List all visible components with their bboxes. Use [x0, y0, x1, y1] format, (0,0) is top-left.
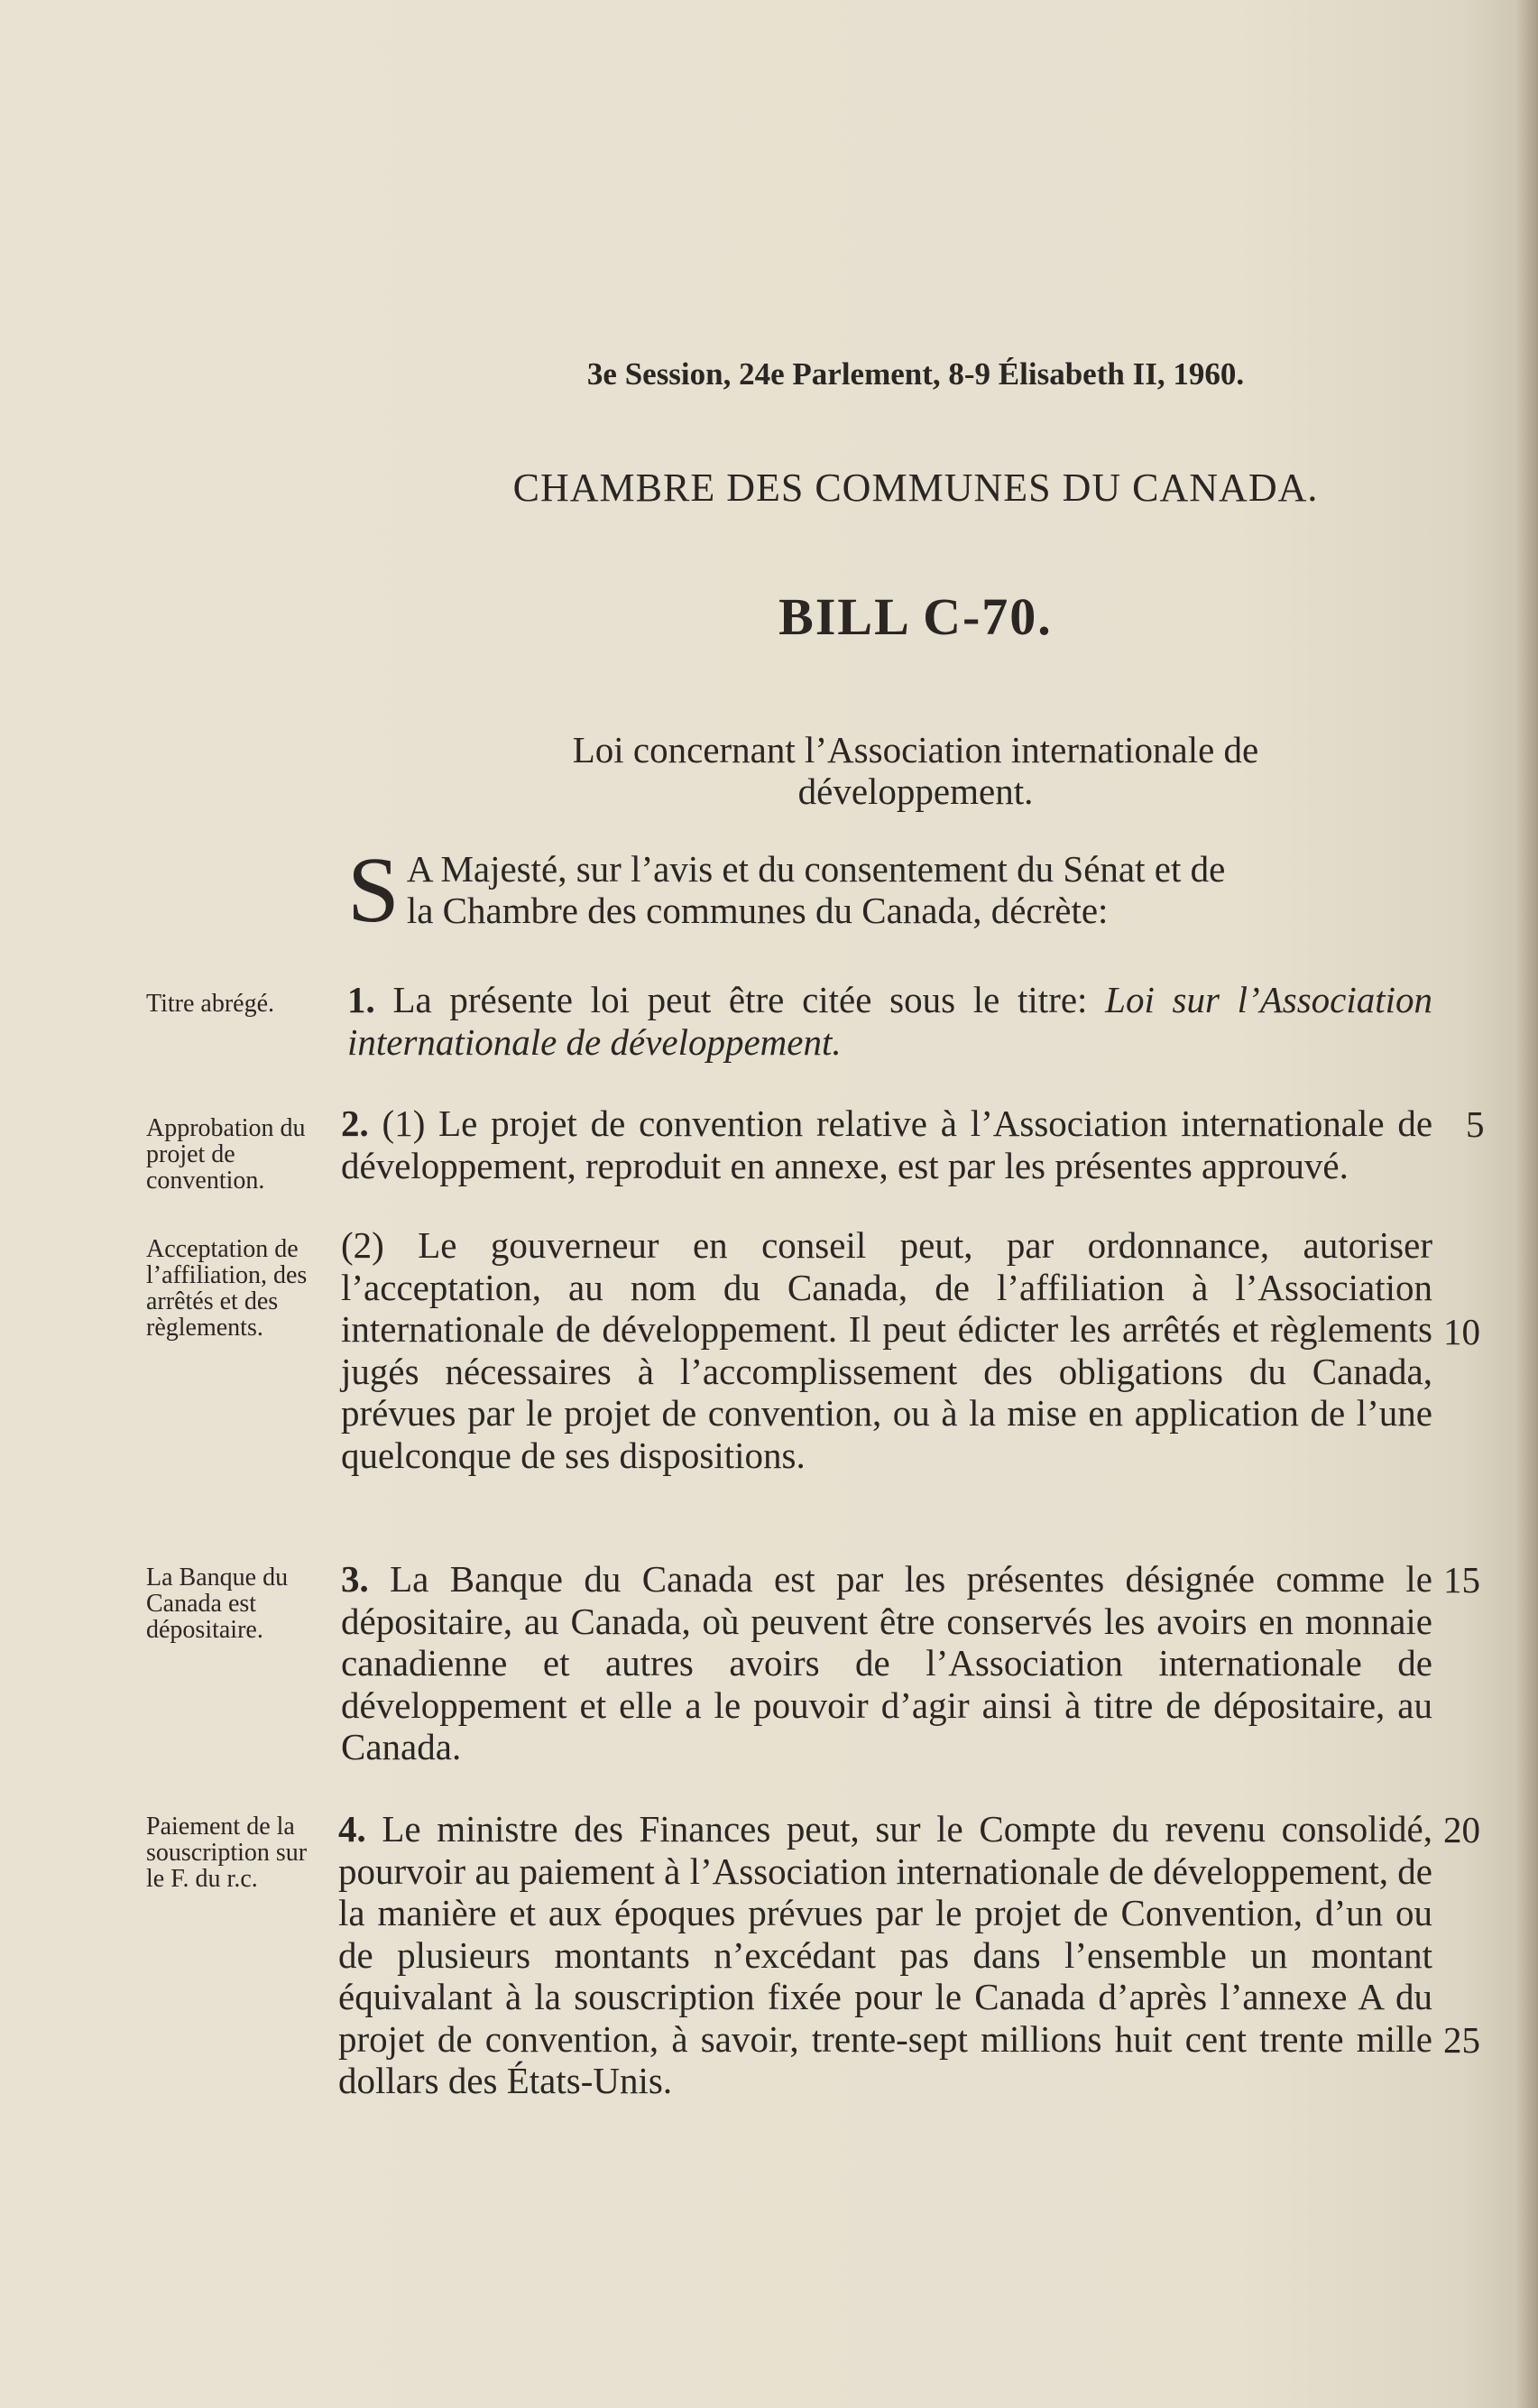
section-number: 2. [341, 1103, 369, 1144]
section-2-2 [341, 1224, 1432, 1476]
enacting-line2: la Chambre des communes du Canada, décrète: [406, 890, 1109, 931]
sidenote-payment: Paiement de la souscription sur le F. du r.c. [146, 1813, 308, 1893]
section-1 [347, 979, 1432, 1063]
bill-title-line2: développement. [797, 770, 1034, 812]
section-number: 1. [347, 979, 375, 1020]
section-number: 4. [338, 1808, 366, 1850]
section-text: La Banque du Canada est par les présentes désignée comme le dépositaire, au Canada, où peuvent être conservés les avoirs en monnaie canadienne et autres avoirs de l’Association internationale de développement et elle a le pouvoir d’agir ainsi à titre de dépositaire, au Canada. [341, 1558, 1432, 1767]
line-number-20: 20 [1443, 1809, 1480, 1850]
bill-number: BILL C-70. [778, 587, 1053, 646]
short-title-italic: Loi sur l’Association internationale de développement. [347, 979, 1433, 1063]
line-number-15: 15 [1443, 1559, 1480, 1601]
line-number-10: 10 [1443, 1311, 1480, 1352]
section-3 [341, 1558, 1432, 1768]
house-header: CHAMBRE DES COMMUNES DU CANADA. [512, 466, 1319, 510]
section-number: 3. [341, 1558, 369, 1600]
sidenote-depositary: La Banque du Canada est dépositaire. [146, 1564, 289, 1644]
section-text: (2) Le gouverneur en conseil peut, par ordonnance, autoriser l’acceptation, au nom du Canada, de l’affiliation à l’Association internationale de développement. Il peut édicter les arrêtés et règlements jugés nécessaires à l’accomplissement des obligations du Canada, prévues par le projet de convention, ou à la mise en application de l’une quelconque de ses dispositions. [341, 1224, 1432, 1476]
line-number-5: 5 [1466, 1103, 1485, 1145]
section-text: Le ministre des Finances peut, sur le Compte du revenu consolidé, pourvoir au paiement à l’Association internationale de développement, de la manière et aux époques prévues par le projet de Convention, d’un ou de plusieurs montants n’excédant pas dans l’ensemble un montant équivalant à la souscription fixée pour le Canada d’après l’annexe A du projet de convention, à savoir, trente-sept millions huit cent trente mille dollars des États-Unis. [338, 1808, 1433, 2101]
drop-cap: S [347, 838, 400, 942]
line-number-25: 25 [1443, 2019, 1480, 2061]
section-2-1 [341, 1103, 1432, 1186]
bill-title [343, 729, 1488, 812]
enacting-clause [347, 838, 1439, 942]
section-text: La présente loi peut être citée sous le titre: [392, 979, 1088, 1020]
session-header: 3e Session, 24e Parlement, 8-9 Élisabeth II, 1960. [586, 356, 1245, 392]
enacting-line1: A Majesté, sur l’avis et du consentement du Sénat et de [406, 848, 1226, 890]
sidenote-short-title: Titre abrégé. [146, 990, 275, 1018]
section-4 [338, 1808, 1432, 2102]
sidenote-acceptance: Acceptation de l’affiliation, des arrêtés et des règlements. [146, 1235, 308, 1342]
page-spine-shadow [1515, 0, 1538, 2408]
sidenote-approval: Approbation du projet de convention. [146, 1114, 306, 1195]
bill-title-line1: Loi concernant l’Association internationale de [572, 729, 1259, 770]
section-text: (1) Le projet de convention relative à l’Association internationale de développement, reproduit en annexe, est par les présentes approuvé. [341, 1103, 1433, 1186]
